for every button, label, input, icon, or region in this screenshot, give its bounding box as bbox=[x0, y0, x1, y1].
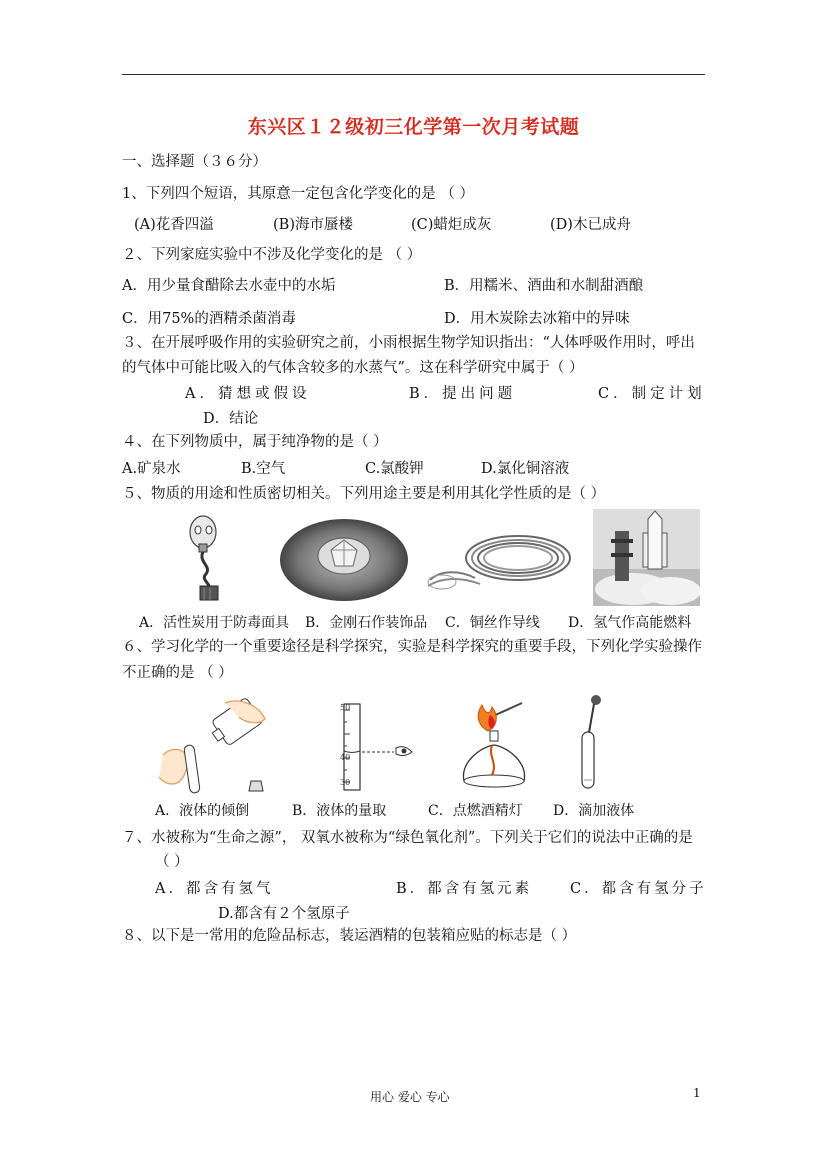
q2-option-d: D．用木炭除去冰箱中的异味 bbox=[444, 311, 630, 327]
page-title: 东兴区１２级初三化学第一次月考试题 bbox=[247, 116, 580, 138]
q4-option-c: C.氯酸钾 bbox=[365, 461, 424, 477]
cyl-tick-40: 40 bbox=[340, 753, 351, 762]
q1-option-d: (D)木已成舟 bbox=[550, 217, 631, 233]
q5-option-b: B．金刚石作装饰品 bbox=[305, 615, 428, 631]
question-7-stem-line1: ７、水被称为“生命之源”， 双氧水被称为“绿色氧化剂”。下列关于它们的说法中正确的是 bbox=[122, 830, 693, 846]
q4-option-a: A.矿泉水 bbox=[122, 461, 181, 477]
page-number: 1 bbox=[693, 1086, 701, 1100]
q6-option-c: C．点燃酒精灯 bbox=[428, 803, 523, 819]
q7-option-a: A．都含有氢气 bbox=[155, 881, 274, 897]
gas-mask-image bbox=[178, 510, 228, 602]
q6-option-b: B．液体的量取 bbox=[292, 803, 387, 819]
q7-option-c: C．都含有氢分子 bbox=[570, 881, 707, 897]
cyl-tick-50: 50 bbox=[340, 703, 351, 712]
question-7-stem-line2: （ ） bbox=[155, 854, 189, 870]
pouring-liquid-image bbox=[155, 693, 275, 803]
q2-option-c: C．用75%的酒精杀菌消毒 bbox=[122, 311, 296, 327]
alcohol-lamp-image bbox=[452, 697, 536, 793]
q6-option-a: A．液体的倾倒 bbox=[155, 803, 250, 819]
q5-option-d: D．氢气作高能燃料 bbox=[568, 615, 692, 631]
q3-option-c: C．制定计划 bbox=[598, 386, 706, 402]
question-2-stem: ２、下列家庭实验中不涉及化学变化的是 （ ） bbox=[122, 247, 422, 263]
rocket-launch-image bbox=[593, 509, 700, 606]
q2-option-b: B．用糯米、酒曲和水制甜酒酿 bbox=[444, 278, 644, 294]
q3-option-d: D．结论 bbox=[203, 411, 259, 427]
diamond-image bbox=[279, 518, 409, 603]
section-heading: 一、选择题（３６分） bbox=[122, 154, 267, 170]
footer-motto: 用心 爱心 专心 bbox=[370, 1090, 450, 1104]
q1-option-a: (A)花香四溢 bbox=[134, 217, 214, 233]
question-3-stem-line2: 的气体中可能比吸入的气体含较多的水蒸气”。这在科学研究中属于（ ） bbox=[122, 360, 584, 376]
question-6-stem-line1: ６、学习化学的一个重要途径是科学探究，实验是科学探究的重要手段，下列化学实验操作 bbox=[122, 639, 702, 655]
graduated-cylinder-image bbox=[322, 700, 418, 792]
q7-option-b: B．都含有氢元素 bbox=[396, 881, 533, 897]
q1-option-c: (C)蜡炬成灰 bbox=[411, 217, 492, 233]
q5-option-a: A．活性炭用于防毒面具 bbox=[139, 615, 290, 631]
question-3-stem-line1: ３、在开展呼吸作用的实验研究之前，小雨根据生物学知识指出：“人体呼吸作用时，呼出 bbox=[122, 335, 695, 351]
question-5-stem: ５、物质的用途和性质密切相关。下列用途主要是利用其化学性质的是（ ） bbox=[122, 486, 606, 502]
q4-option-d: D.氯化铜溶液 bbox=[481, 461, 570, 477]
header-rule bbox=[122, 74, 705, 75]
question-6-stem-line2: 不正确的是 （ ） bbox=[122, 665, 233, 681]
q6-option-d: D．滴加液体 bbox=[553, 803, 635, 819]
question-8-stem: ８、以下是一常用的危险品标志，装运酒精的包装箱应贴的标志是（ ） bbox=[122, 928, 577, 944]
q3-option-a: A．猜想或假设 bbox=[185, 386, 311, 402]
q5-option-c: C．铜丝作导线 bbox=[445, 615, 540, 631]
q7-option-d: D.都含有２个氢原子 bbox=[218, 906, 350, 922]
question-1-stem: 1、下列四个短语，其原意一定包含化学变化的是 （ ） bbox=[122, 186, 474, 202]
q2-option-a: A．用少量食醋除去水壶中的水垢 bbox=[122, 278, 336, 294]
dropper-image bbox=[570, 694, 610, 794]
q4-option-b: B.空气 bbox=[241, 461, 286, 477]
q1-option-b: (B)海市蜃楼 bbox=[273, 217, 353, 233]
question-4-stem: ４、在下列物质中，属于纯净物的是（ ） bbox=[122, 434, 388, 450]
cyl-tick-30: 30 bbox=[340, 778, 351, 787]
q3-option-b: B．提出问题 bbox=[409, 386, 517, 402]
copper-wire-image bbox=[420, 530, 574, 596]
